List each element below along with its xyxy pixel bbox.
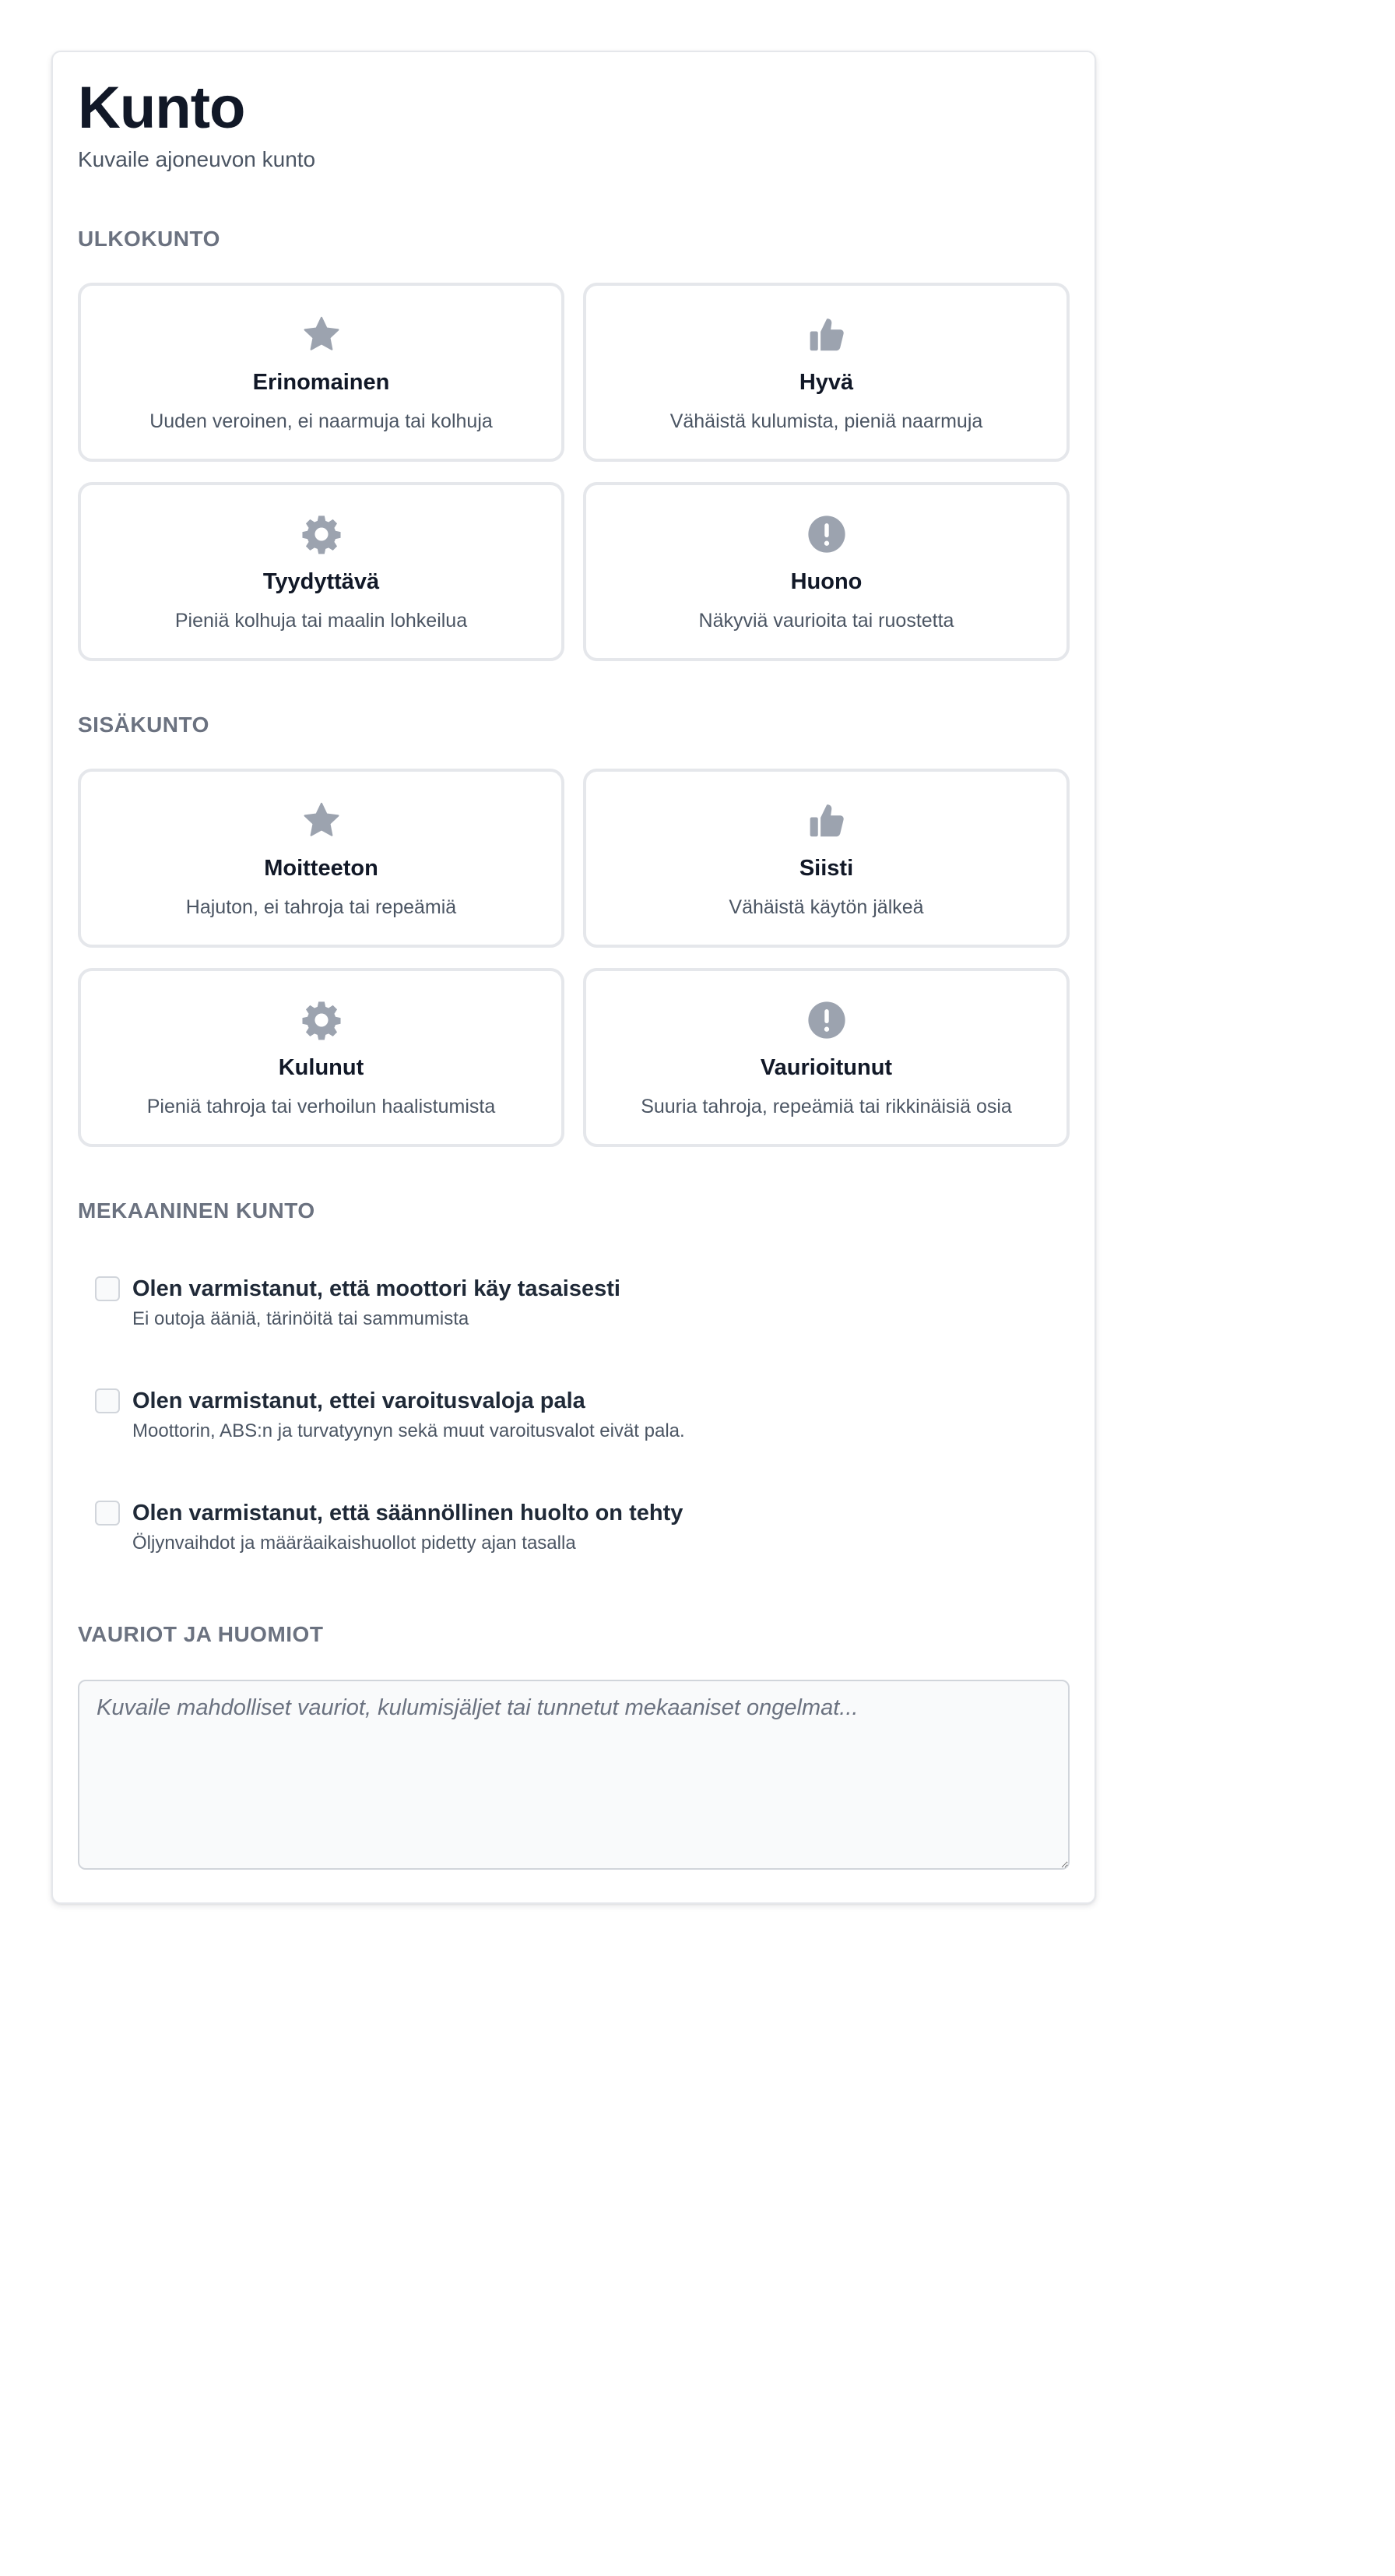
- thumbs-up-icon: [806, 314, 848, 356]
- option-title: Tyydyttävä: [262, 569, 380, 594]
- check-engine-runs-smoothly[interactable]: [95, 1275, 1029, 1337]
- option-title: Erinomainen: [252, 370, 390, 395]
- exterior-option-excellent[interactable]: [78, 283, 564, 462]
- exterior-section-title: ULKOKUNTO: [78, 227, 220, 251]
- checkbox[interactable]: [95, 1501, 120, 1526]
- option-title: Hyvä: [799, 370, 854, 395]
- option-description: Hajuton, ei tahroja tai repeämiä: [185, 896, 457, 918]
- option-description: Näkyviä vaurioita tai ruostetta: [698, 610, 954, 632]
- checkbox-help: Ei outoja ääniä, tärinöitä tai sammumista: [132, 1308, 469, 1329]
- damage-notes-textarea[interactable]: [78, 1680, 1070, 1870]
- gear-icon: [300, 999, 343, 1041]
- checkbox[interactable]: [95, 1276, 120, 1301]
- option-title: Huono: [790, 569, 863, 594]
- option-title: Kulunut: [278, 1055, 364, 1080]
- option-title: Moitteeton: [264, 856, 378, 881]
- option-description: Uuden veroinen, ei naarmuja tai kolhuja: [149, 410, 493, 432]
- page-title: Kunto: [78, 75, 245, 141]
- exterior-option-poor[interactable]: [583, 482, 1070, 661]
- option-title: Vaurioitunut: [760, 1055, 893, 1080]
- interior-option-flawless[interactable]: [78, 769, 564, 948]
- option-description: Vähäistä kulumista, pieniä naarmuja: [669, 410, 983, 432]
- star-icon: [300, 314, 343, 356]
- alert-circle-icon: [806, 999, 848, 1041]
- interior-option-clean[interactable]: [583, 769, 1070, 948]
- exterior-option-good[interactable]: [583, 283, 1070, 462]
- checkbox-label: Olen varmistanut, että moottori käy tasaisesti: [132, 1276, 620, 1301]
- checkbox[interactable]: [95, 1388, 120, 1413]
- notes-section-title: VAURIOT JA HUOMIOT: [78, 1622, 324, 1646]
- thumbs-up-icon: [806, 800, 848, 842]
- checkbox-label: Olen varmistanut, että säännöllinen huolto on tehty: [132, 1501, 683, 1526]
- exterior-option-fair[interactable]: [78, 482, 564, 661]
- interior-option-worn[interactable]: [78, 968, 564, 1147]
- checkbox-help: Öljynvaihdot ja määräaikaishuollot pidetty ajan tasalla: [132, 1533, 576, 1554]
- option-title: Siisti: [799, 856, 854, 881]
- condition-panel: [51, 51, 1096, 1904]
- mechanical-section-title: MEKAANINEN KUNTO: [78, 1198, 315, 1223]
- gear-icon: [300, 513, 343, 555]
- star-icon: [300, 800, 343, 842]
- page-subtitle: Kuvaile ajoneuvon kunto: [78, 147, 316, 171]
- interior-section-title: SISÄKUNTO: [78, 713, 209, 737]
- option-description: Pieniä tahroja tai verhoilun haalistumista: [146, 1096, 496, 1117]
- check-no-warning-lights[interactable]: [95, 1387, 1029, 1449]
- option-description: Vähäistä käytön jälkeä: [729, 896, 924, 918]
- alert-circle-icon: [806, 513, 848, 555]
- checkbox-label: Olen varmistanut, ettei varoitusvaloja pala: [132, 1388, 585, 1413]
- interior-option-damaged[interactable]: [583, 968, 1070, 1147]
- option-description: Suuria tahroja, repeämiä tai rikkinäisiä osia: [641, 1096, 1012, 1117]
- option-description: Pieniä kolhuja tai maalin lohkeilua: [174, 610, 468, 632]
- checkbox-help: Moottorin, ABS:n ja turvatyynyn sekä muut varoitusvalot eivät pala.: [132, 1420, 685, 1441]
- check-regular-service-done[interactable]: [95, 1499, 1029, 1561]
